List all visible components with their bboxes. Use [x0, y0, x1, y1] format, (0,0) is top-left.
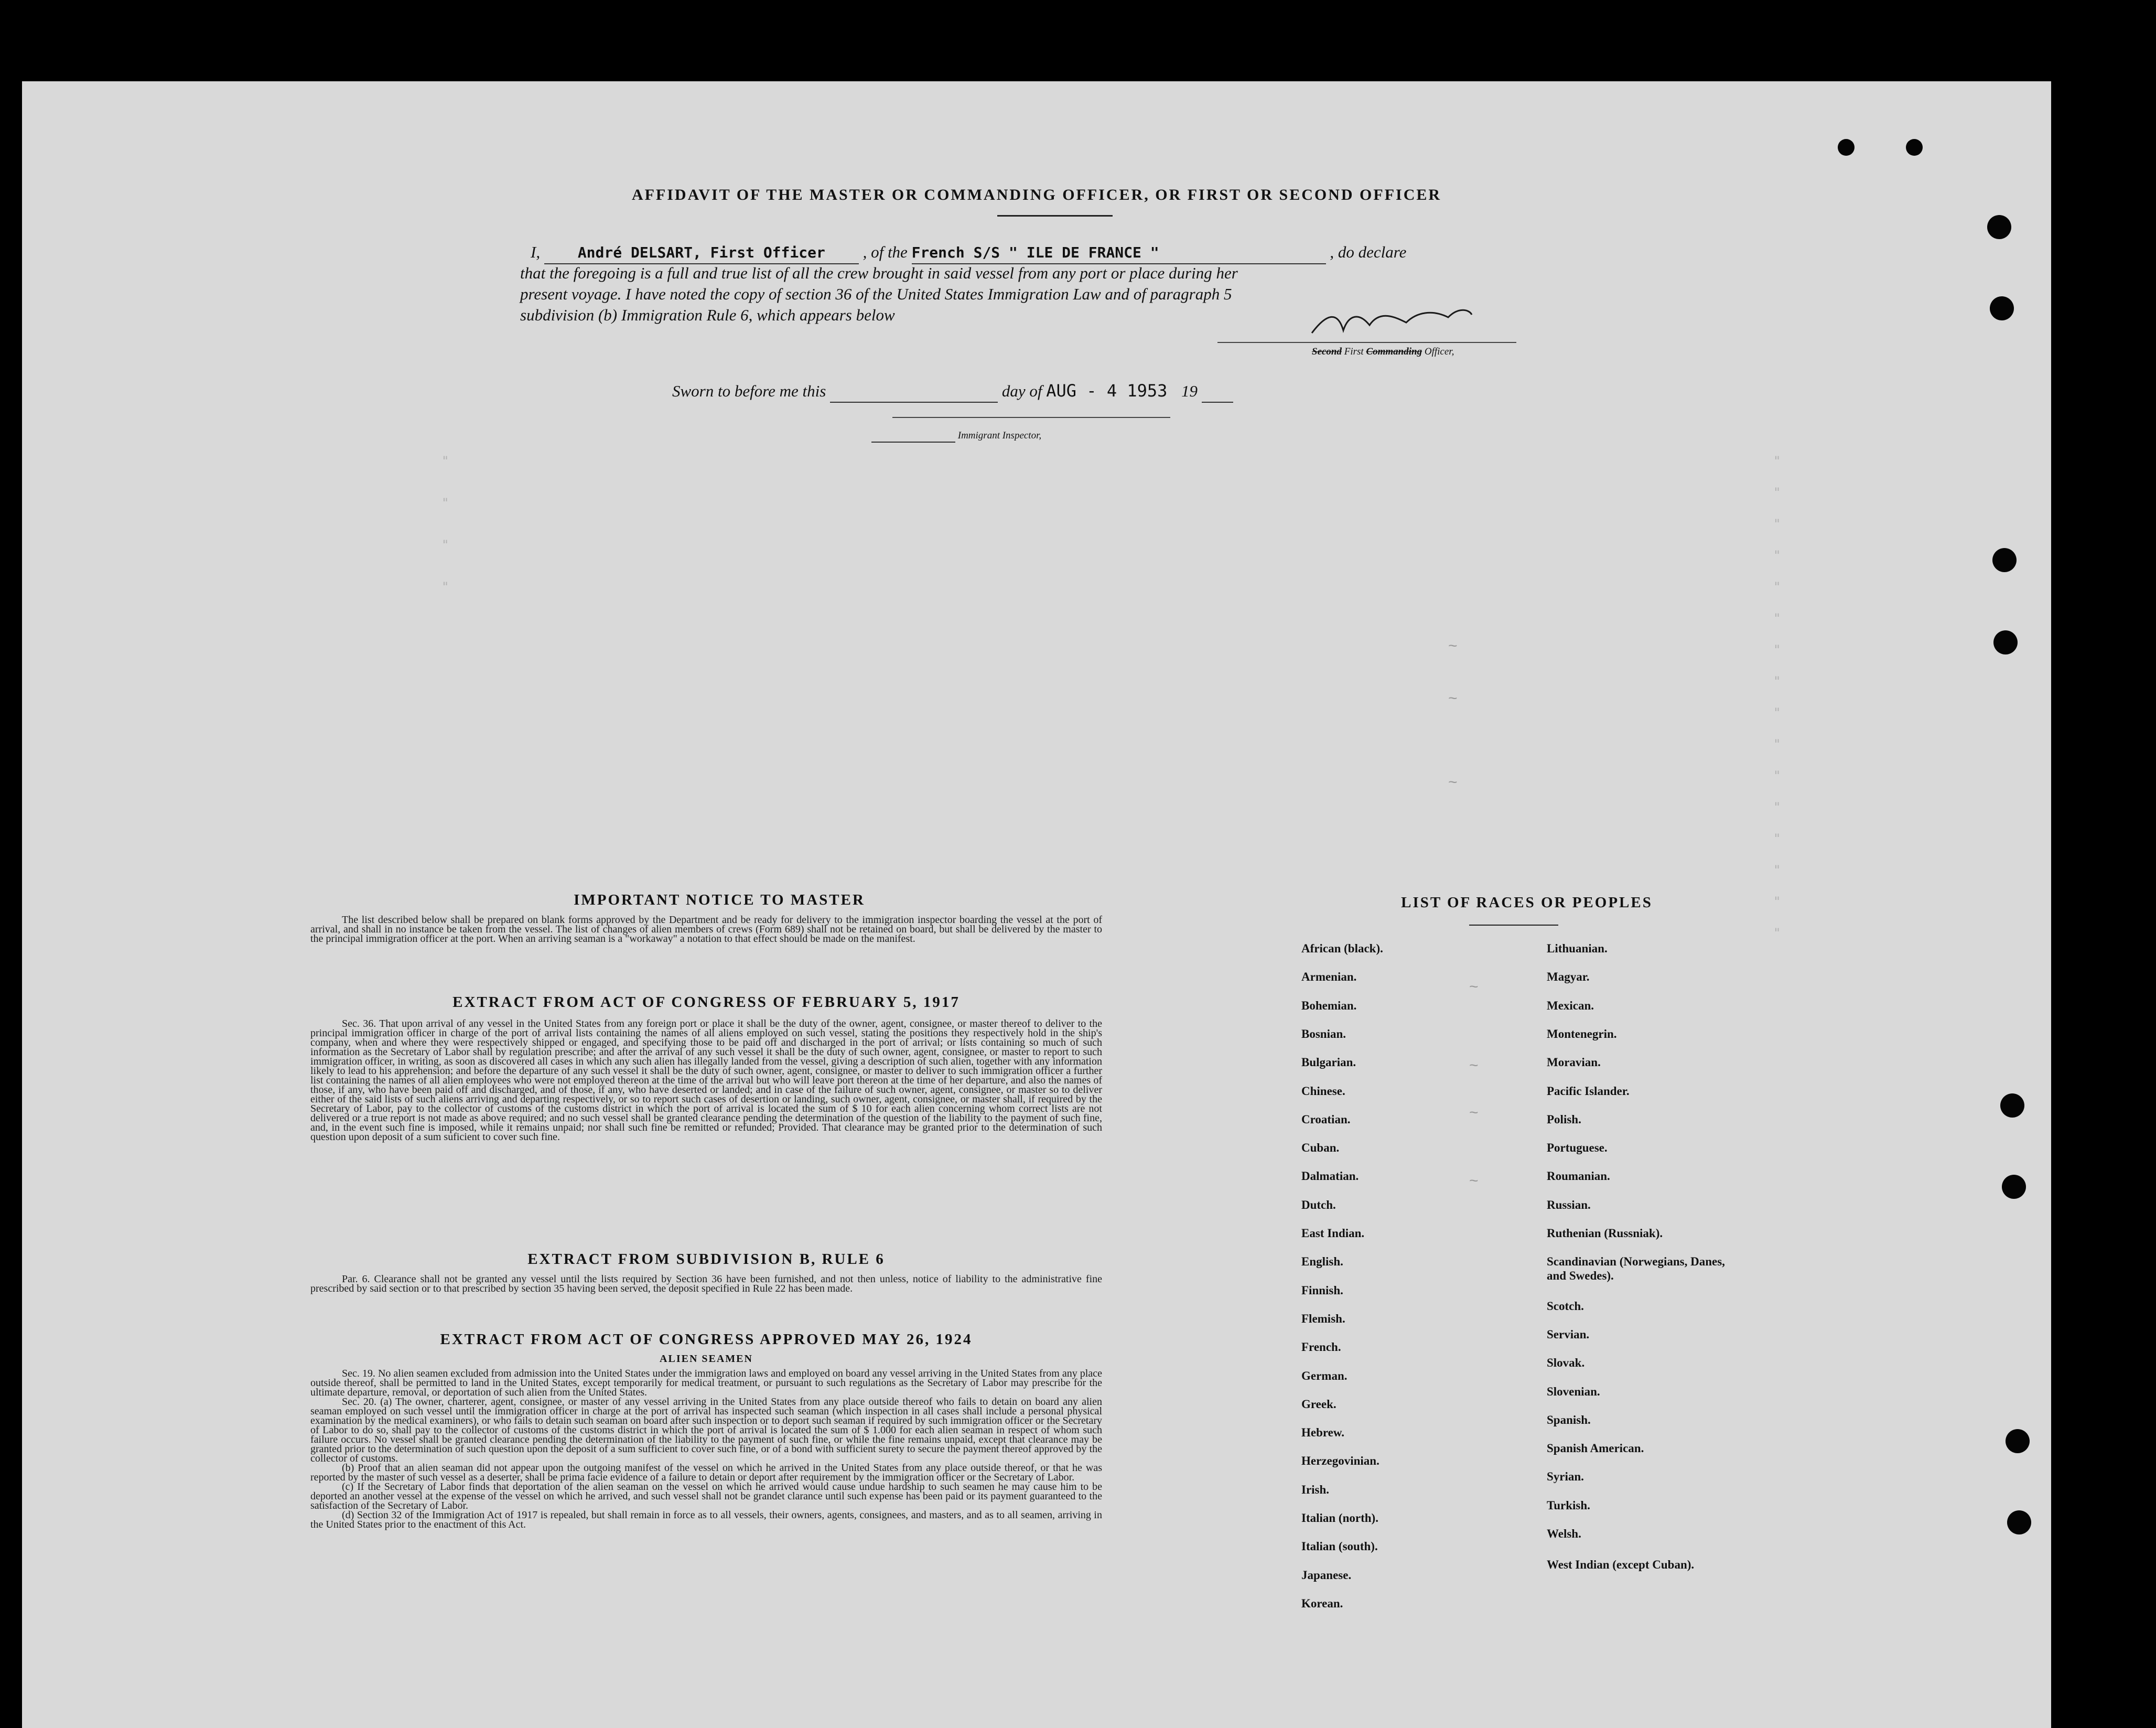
- race-left-item-22: Japanese.: [1301, 1568, 1352, 1582]
- binder-hole: [1987, 215, 2011, 239]
- signature-scribble: [1291, 302, 1480, 344]
- affidavit-line-4: subdivision (b) Immigration Rule 6, which appears below: [520, 306, 895, 324]
- race-left-item-20: Italian (north).: [1301, 1511, 1378, 1525]
- binder-hole: [1906, 139, 1923, 156]
- signature-line: [1217, 342, 1516, 343]
- race-right-item-13: Servian.: [1547, 1327, 1590, 1341]
- race-left-item-21: Italian (south).: [1301, 1540, 1378, 1553]
- race-right-item-16: Spanish.: [1547, 1413, 1591, 1426]
- inspector-label: Immigrant Inspector,: [957, 430, 1042, 441]
- race-left-item-18: Herzegovinian.: [1301, 1454, 1379, 1468]
- race-left-item-23: Korean.: [1301, 1596, 1343, 1610]
- race-right-item-17: Spanish American.: [1547, 1442, 1644, 1455]
- extract-1917-title: EXTRACT FROM ACT OF CONGRESS OF FEBRUARY 5, 1917: [452, 994, 960, 1011]
- sworn-rule: [892, 417, 1170, 418]
- race-right-item-8: Roumanian.: [1547, 1169, 1610, 1183]
- race-left-item-2: Bohemian.: [1301, 999, 1357, 1012]
- race-right-item-12: Scotch.: [1547, 1299, 1584, 1313]
- race-left-item-15: German.: [1301, 1369, 1348, 1382]
- race-right-item-15: Slovenian.: [1547, 1384, 1600, 1398]
- extract-1924-p4: (c) If the Secretary of Labor finds that deportation of the alien seaman on the vessel on which he arrived would cause undue hardship to such seamen he may cause him to be deported an another vessel at the expense of the vessel on which he arrived, and such vessel shall not be grandet clarance until such expense has been paid or its payment guaranteed to the satisfaction of the Secretary of Labor.: [310, 1481, 1102, 1511]
- date-stamp: AUG - 4 1953: [1046, 381, 1168, 401]
- race-right-item-20: Welsh.: [1547, 1527, 1581, 1540]
- race-right-item-14: Slovak.: [1547, 1356, 1585, 1370]
- race-right-item-21: West Indian (except Cuban).: [1547, 1558, 1695, 1572]
- race-left-item-7: Cuban.: [1301, 1141, 1340, 1155]
- race-right-item-18: Syrian.: [1547, 1470, 1584, 1484]
- affidavit-title: AFFIDAVIT OF THE MASTER OR COMMANDING OFFICER, OR FIRST OR SECOND OFFICER: [631, 186, 1442, 203]
- struck-second: Second: [1312, 346, 1342, 357]
- race-right-item-0: Lithuanian.: [1547, 942, 1608, 955]
- race-left-item-4: Bulgarian.: [1301, 1056, 1356, 1069]
- extract-1917-text: Sec. 36. That upon arrival of any vessel in the United States from any foreign port or place it shall be the duty of the owner, agent, consignee, or master thereof to deliver to the principal immigration officer in charge of the port of arrival lists containing the names of all aliens employed on such vessel, stating the positions they respectively hold in the ship's company, when and where they were respectively shipped or engaged, and specifying those to be paid off and discharged in the port of arrival; or lists containing so much of such information as the Secretary of Labor shall by regulation prescribe; and after the arrival of any such vessel it shall be the duty of such owner, agent, consignee, or master to report to such immigration officer, in writing, as soon as discovered all cases in which any such alien has illegally landed from the vessel, giving a description of such alien, together with any information likely to lead to his apprehension; and before the departure of any such vessel it shall be the duty of such owner, agent, consignee, or master to deliver to such immigration officer a further list containing the names of all alien employees who were not employed thereon at the time of the arrival but who will leave port thereon at the time of her departure, and also the names of those, if any, who have been paid off and discharged, and of those, if any, who have deserted or landed; and in case of the failure of such owner, agent, consignee, or master so to deliver either of the said lists of such aliens arriving and departing respectively, or so to report such cases of desertion or landing, such owner, agent, consignee, or master shall, if required by the Secretary of Labor, pay to the collector of customs of the customs district in which the port of arrival is located the sum of $ 10 for each alien concerning whom correct lists are not delivered or a true report is not made as above required; and no such vessel shall be granted clearance pending the determination of the question of the liability to the payment of such fine, and, in the event such fine is imposed, while it remains unpaid; nor shall such fine be remitted or refunded; Provided. That clearance may be granted prior to the determination of such question upon deposit of a sum suficient to cover such fine.: [310, 1018, 1102, 1143]
- race-left-item-8: Dalmatian.: [1301, 1169, 1359, 1183]
- race-right-item-3: Montenegrin.: [1547, 1027, 1617, 1040]
- race-right-item-5: Pacific Islander.: [1547, 1084, 1630, 1098]
- race-right-item-4: Moravian.: [1547, 1056, 1601, 1069]
- extract-1924-p1: Sec. 19. No alien seamen excluded from admission into the United States under the immigration laws and employed on board any vessel arriving in the United States from any place outside thereof, shall be permitted to land in the United States, except temporarily for medical treatment, or pursuant to such regulations as the Secretary of Labor may prescribe for the ultimate departure, removal, or deportation of such alien from the United States.: [310, 1368, 1102, 1398]
- race-left-item-1: Armenian.: [1301, 970, 1357, 984]
- race-left-item-17: Hebrew.: [1301, 1426, 1344, 1440]
- extract-1917-body: [310, 1019, 1102, 1142]
- bleed-through-ghosting: " " " " " " " " " " " " " " " " " " " ": [441, 454, 1781, 940]
- signature-caption: [1312, 346, 1454, 358]
- races-title: LIST OF RACES OR PEOPLES: [1401, 894, 1653, 911]
- races-title-rule: [1469, 925, 1558, 926]
- race-right-item-1: Magyar.: [1547, 970, 1590, 984]
- extract-1924-p2: Sec. 20. (a) The owner, charterer, agent, consignee, or master of any vessel arriving in the United States from any place outside thereof who fails to detain on board any alien seaman employed on such vessel until the immigration officer in charge at the port of arrival has inspected such seaman (which inspection in all cases shall include a personal physical examination by the medical examiners), or who fails to detain such seaman on board after such inspection or to deport such seaman if required by such immigration officer or the Secretary of Labor to do so, shall pay to the collector of customs of the customs district in which the port of arrival is located the sum of $ 1.000 for each alien seaman in respect of whom such failure occurs. No vessel shall be granted clearance pending the determination of the liability to the payment of such fine, or while the fine remains unpaid, except that clearance may be granted prior to the determination of such question upon the deposit of a sum sufficient to cover such fine, or of a bond with sufficient surety to secure the payment thereof approved by the collector of customs.: [310, 1396, 1102, 1464]
- binder-hole: [2006, 1429, 2030, 1453]
- race-left-item-14: French.: [1301, 1340, 1341, 1354]
- year-prefix: 19: [1181, 382, 1198, 400]
- race-left-item-11: English.: [1301, 1255, 1343, 1269]
- race-left-item-12: Finnish.: [1301, 1283, 1343, 1297]
- race-left-item-16: Greek.: [1301, 1397, 1336, 1411]
- affidavit-line-1: [531, 242, 1527, 264]
- sworn-day-blank: [830, 381, 998, 403]
- race-left-item-6: Croatian.: [1301, 1112, 1351, 1126]
- binder-hole: [1993, 630, 2018, 654]
- day-of-text: day of: [1001, 382, 1042, 400]
- extract-1924-body: [310, 1369, 1102, 1529]
- race-right-item-11: Scandinavian (Norwegians, Danes, and Swedes).: [1547, 1255, 1725, 1283]
- extract-1924-title: EXTRACT FROM ACT OF CONGRESS APPROVED MAY 26, 1924: [440, 1331, 973, 1348]
- race-left-item-10: East Indian.: [1301, 1227, 1365, 1240]
- binder-hole: [2007, 1510, 2031, 1534]
- sworn-text: Sworn to before me this: [672, 382, 826, 400]
- extract-1924-p5: (d) Section 32 of the Immigration Act of 1917 is repealed, but shall remain in force as to all vessels, their owners, agents, consignees, and masters, and as to all seamen, arriving in the United States prior to the enactment of this Act.: [310, 1509, 1102, 1530]
- binder-hole: [2002, 1175, 2026, 1199]
- notice-title: IMPORTANT NOTICE TO MASTER: [574, 892, 865, 908]
- race-left-item-19: Irish.: [1301, 1483, 1330, 1496]
- affidavit-i-label: I,: [531, 243, 541, 261]
- affidavit-line-3: present voyage. I have noted the copy of section 36 of the United States Immigration Law and of paragraph 5: [520, 285, 1232, 303]
- race-left-item-0: African (black).: [1301, 942, 1383, 955]
- notice-body: [310, 915, 1102, 943]
- year-blank: [1202, 381, 1233, 403]
- race-right-item-6: Polish.: [1547, 1112, 1581, 1126]
- race-right-item-19: Turkish.: [1547, 1498, 1590, 1512]
- binder-hole: [2000, 1093, 2024, 1118]
- race-right-item-10: Ruthenian (Russniak).: [1547, 1227, 1663, 1240]
- affidavit-do-declare: , do declare: [1330, 243, 1407, 261]
- extract-1924-p3: (b) Proof that an alien seaman did not appear upon the outgoing manifest of the vessel on which he arrived in the United States from any place outside thereof, or that he was reported by the master of such vessel as a deserter, shall be prima facie evidence of a failure to detain or deport after requirement by the immigration officer or the Secretary of Labor.: [310, 1462, 1102, 1483]
- struck-commanding: Commanding: [1366, 346, 1422, 357]
- inspector-line: [871, 430, 1041, 443]
- extract-1924-subtitle: ALIEN SEAMEN: [660, 1353, 753, 1365]
- sig-first: First: [1344, 346, 1364, 357]
- notice-text: The list described below shall be prepared on blank forms approved by the Department and be ready for delivery to the immigration inspector boarding the vessel at the port of arrival, and shall in no instance be taken from the vessel. The list of changes of alien members of crews (Form 689) shall not be retained on board, but shall be delivered by the master to the principal immigration officer at the port. When an arriving seaman is a "workaway" a notation to that effect should be made on the manifest.: [310, 914, 1102, 945]
- race-right-item-2: Mexican.: [1547, 999, 1594, 1012]
- document-sheet: AFFIDAVIT OF THE MASTER OR COMMANDING OFFICER, OR FIRST OR SECOND OFFICER I, André DELSART, First Officer , of the French S/S " ILE DE FRANCE " , do declare that the foregoing is a full and true list of all the crew brought in said vessel from any port or place during her present voyage. I have noted the copy of section 36 of the United States Immigration Law and of paragraph 5 subdivision (b) Immigration Rule 6, which appears below Second First Commanding Officer, Sworn to before me this day of AUG - 4 1953 19 Immigrant Inspector, " " " " " " " " " " " " " " " " " " " " IMPORTANT NOTICE TO MASTER The list described below shall be prepared on blank forms approved by the Department and be ready for delivery to the immigration inspector boarding the vessel at the port of arrival, and shall in no instance be taken from the vessel. The list of changes of alien members of crews (Form 689) shall not be retained on board, but shall be delivered by the master to the principal immigration officer at the port. When an arriving seaman is a "workaway" a notation to that effect should be made on the manifest. EXTRACT FROM ACT OF CONGRESS OF FEBRUARY 5, 1917 Sec. 36. That upon arrival of any vessel in the United States from any foreign port or place it shall be the duty of the owner, agent, consignee, or master thereof to deliver to the principal immigration officer in charge of the port of arrival lists containing the names of all aliens employed on such vessel, stating the positions they respectively hold in the ship's company, when and where they were respectively shipped or engaged, and specifying those to be paid off and discharged in the port of arrival; or lists containing so much of such information as the Secretary of Labor shall by regulation prescribe; and after the arrival of any such vessel it shall be the duty of such owner, agent, consignee, or master to report to such immigration officer, in writing, as soon as discovered all cases in which any such alien has illegally landed from the vessel, giving a description of such alien, together with any information likely to lead to his apprehension; and before the departure of any such vessel it shall be the duty of such owner, agent, consignee, or master to deliver to such immigration officer a further list containing the names of all alien employees who were not employed thereon at the time of the arrival but who will leave port thereon at the time of her departure, and also the names of those, if any, who have been paid off and discharged, and of those, if any, who have deserted or landed; and in case of the failure of such owner, agent, consignee, or master so to deliver either of the said lists of such aliens arriving and departing respectively, or so to report such cases of desertion or landing, such owner, agent, consignee, or master shall, if required by the Secretary of Labor, pay to the collector of customs of the customs district in which the port of arrival is located the sum of $ 10 for each alien concerning whom correct lists are not delivered or a true report is not made as above required; and no such vessel shall be granted clearance pending the determination of the question of the liability to the payment of such fine, and, in the event such fine is imposed, while it remains unpaid; nor shall such fine be remitted or refunded; Provided. That clearance may be granted prior to the determination of such question upon deposit of a sum suficient to cover such fine. EXTRACT FROM SUBDIVISION B, RULE 6 Par. 6. Clearance shall not be granted any vessel until the lists required by Section 36 have been furnished, and not then unless, notice of liability to the administrative fine prescribed by said section or to that prescribed by section 35 having been served, the deposit specified in Rule 22 has been made. EXTRACT FROM ACT OF CONGRESS APPROVED MAY 26, 1924 ALIEN SEAMEN Sec. 19. No alien seamen excluded from admission into the United States under the immigration laws and employed on board any vessel arriving in the United States from any place outside thereof, shall be permitted to land in the United States, except temporarily for medical treatment, or pursuant to such regulations as the Secretary of Labor may prescribe for the ultimate departure, removal, or deportation of such alien from the United States. Sec. 20. (a) The owner, charterer, agent, consignee, or master of any vessel arriving in the United States from any place outside thereof who fails to detain on board any alien seaman employed on such vessel until the immigration officer in charge at the port of arrival has inspected such seaman (which inspection in all cases shall include a personal physical examination by the medical examiners), or who fails to detain such seaman on board after such inspection or to deport such seaman if required by such immigration officer or the Secretary of Labor to do so, shall pay to the collector of customs of the customs district in which the port of arrival is located the sum of $ 1.000 for each alien seaman in respect of whom such failure occurs. No vessel shall be granted clearance pending the determination of the liability to the payment of such fine, or while the fine remains unpaid, except that clearance may be granted prior to the determination of such question upon the deposit of a sum sufficient to cover such fine, or of a bond with sufficient surety to secure the payment thereof approved by the collector of customs. (b) Proof that an alien seaman did not appear upon the outgoing manifest of the vessel on which he arrived in the United States from any place outside thereof, or that he was reported by the master of such vessel as a deserter, shall be prima facie evidence of a failure to detain or deport after requirement by the immigration officer or the Secretary of Labor. (c) If the Secretary of Labor finds that deportation of the alien seaman on the vessel on which he arrived would cause undue hardship to such seamen he may cause him to be deported an another vessel at the expense of the vessel on which he arrived, and such vessel shall not be grandet clarance until such expense has been paid or its payment guaranteed to the satisfaction of the Secretary of Labor. (d) Section 32 of the Immigration Act of 1917 is repealed, but shall remain in force as to all vessels, their owners, agents, consignees, and masters, and as to all seamen, arriving in the United States prior to the enactment of this Act. LIST OF RACES OR PEOPLES African (black). Armenian. Bohemian. Bosnian. Bulgarian. Chinese. Croatian. Cuban. Dalmatian. Dutch. East Indian. English. Finnish. Flemish. French. German. Greek. Hebrew. Herzegovinian. Irish. Italian (north). Italian (south). Japanese. Korean. Lithuanian. Magyar. Mexican. Montenegrin. Moravian. Pacific Islander. Polish. Portuguese. Roumanian. Russian. Ruthenian (Russniak). Scandinavian (Norwegians, Danes, and Swedes). Scotch. Servian. Slovak. Slovenian. Spanish. Spanish American. Syrian. Turkish. Welsh. West Indian (except Cuban). ~ ~ ~ ~ ~ ~ ~: [22, 81, 2051, 1728]
- officer-name-field: André DELSART, First Officer: [544, 242, 859, 264]
- race-right-item-9: Russian.: [1547, 1198, 1591, 1211]
- sig-officer: Officer,: [1424, 346, 1454, 357]
- race-right-item-7: Portuguese.: [1547, 1141, 1608, 1155]
- title-rule: [997, 215, 1113, 217]
- race-left-item-5: Chinese.: [1301, 1084, 1345, 1098]
- sworn-line: [672, 380, 1233, 403]
- race-left-item-9: Dutch.: [1301, 1198, 1336, 1211]
- binder-hole: [1992, 548, 2017, 572]
- binder-hole: [1990, 296, 2014, 320]
- extract-rule6-text: Par. 6. Clearance shall not be granted any vessel until the lists required by Section 36 have been furnished, and not then unless, notice of liability to the administrative fine prescribed by said section or to that prescribed by section 35 having been served, the deposit specified in Rule 22 has been made.: [310, 1273, 1102, 1294]
- extract-rule6-title: EXTRACT FROM SUBDIVISION B, RULE 6: [527, 1251, 885, 1268]
- race-left-item-3: Bosnian.: [1301, 1027, 1346, 1040]
- race-left-item-13: Flemish.: [1301, 1312, 1345, 1325]
- affidavit-of-the: , of the: [863, 243, 908, 261]
- extract-rule6-body: [310, 1274, 1102, 1293]
- affidavit-line-2: that the foregoing is a full and true list of all the crew brought in said vessel from any port or place during her: [520, 264, 1238, 282]
- vessel-name-field: French S/S " ILE DE FRANCE ": [912, 242, 1326, 264]
- binder-hole: [1838, 139, 1855, 156]
